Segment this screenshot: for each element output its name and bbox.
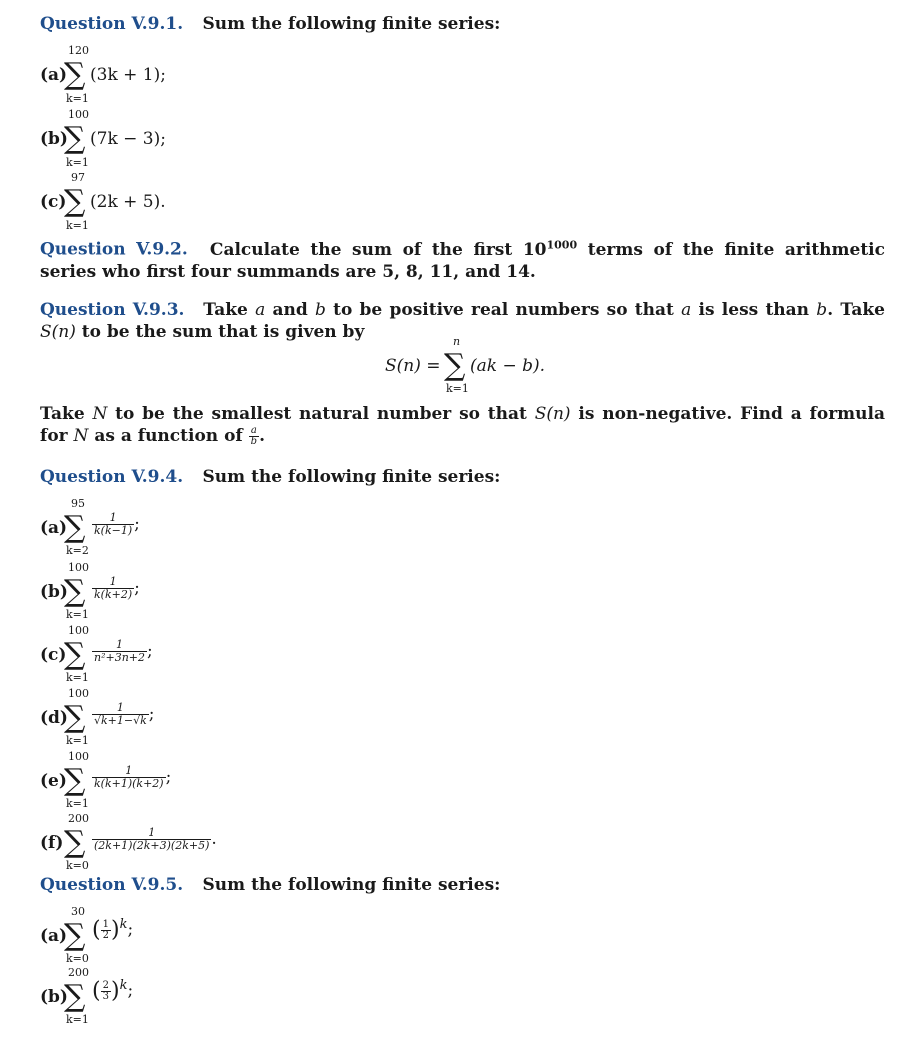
q4-b-sigma: ∑	[64, 574, 86, 609]
q5-b-label: (b)	[40, 987, 68, 1007]
q5-a-num: 1	[102, 918, 109, 930]
q4-d-punct: ;	[148, 704, 155, 724]
q4-a-punct: ;	[134, 514, 140, 534]
q4-f-fracwrap	[92, 827, 217, 852]
q4-f-punct: .	[211, 829, 217, 849]
q1-c-expr: (2k + 5).	[90, 192, 166, 212]
q4-b-fraction	[92, 576, 134, 601]
q3-t-c: to be positive real numbers so that	[325, 300, 682, 320]
q4-e-label: (e)	[40, 771, 67, 791]
q4-a-label: (a)	[40, 518, 68, 538]
q3-t-d: is less than	[691, 300, 817, 320]
q4-e-den: k(k+1)(k+2)	[94, 777, 164, 790]
q5-a-termwrap	[92, 917, 133, 943]
q5-a-fraction	[101, 920, 111, 941]
q5-b-lparen: (	[92, 978, 101, 1004]
q3-text-2	[40, 404, 885, 446]
q4-c-den: n²+3n+2	[94, 651, 146, 664]
q3-var-N: N	[92, 404, 108, 424]
q4-d-label: (d)	[40, 708, 68, 728]
q1-b-lower: k=1	[66, 156, 89, 169]
q4-intro: Sum the following finite series:	[202, 467, 501, 487]
q3-var-a2: a	[681, 300, 692, 320]
q3-t-a: Take	[203, 300, 256, 320]
q4-c-fracwrap	[92, 639, 153, 664]
q5-a-upper: 30	[71, 905, 85, 918]
q3-formula-upper: n	[453, 335, 461, 348]
q4-f-fraction	[92, 827, 211, 852]
q1-a-lower: k=1	[66, 92, 89, 105]
q3-t-b: and	[265, 300, 315, 320]
q5-a-power: k	[119, 917, 128, 932]
q1-c-label: (c)	[40, 192, 67, 212]
q1-b-upper: 100	[68, 108, 89, 121]
q1-a-upper: 120	[68, 44, 89, 57]
q4-b-fracwrap	[92, 576, 140, 601]
q4-f-lower: k=0	[66, 859, 89, 872]
q4-a-fracwrap	[92, 512, 140, 537]
q1-a-expr: (3k + 1);	[90, 65, 166, 85]
q1-b-label: (b)	[40, 129, 68, 149]
q3-frac-num: a	[249, 426, 259, 437]
q1-heading: Question V.9.1.	[40, 14, 184, 34]
q5-intro: Sum the following finite series:	[202, 875, 501, 895]
q4-f-sigma: ∑	[64, 825, 86, 860]
q3-formula-lhs: S(n) =	[385, 356, 441, 376]
q4-c-lower: k=1	[66, 671, 89, 684]
q5-heading: Question V.9.5.	[40, 875, 184, 895]
q4-a-upper: 95	[71, 497, 85, 510]
q3-t-i: is non-negative. Find a formula for	[40, 404, 885, 446]
q3-var-b: b	[314, 300, 326, 320]
q1-header	[40, 14, 500, 34]
q4-header	[40, 467, 500, 487]
q1-a-label: (a)	[40, 65, 68, 85]
q1-intro: Sum the following finite series:	[202, 14, 501, 34]
q5-b-punct: ;	[127, 980, 134, 1001]
q4-c-num: 1	[92, 639, 147, 652]
q5-a-sigma: ∑	[64, 918, 86, 953]
q3-var-a: a	[255, 300, 266, 320]
q4-d-lower: k=1	[66, 734, 89, 747]
q3-heading: Question V.9.3.	[40, 300, 185, 320]
q3-t-g: Take	[40, 404, 93, 424]
q4-f-num: 1	[92, 827, 211, 840]
q3-t-k: .	[259, 426, 265, 446]
q2-exponent: 1000	[546, 238, 578, 251]
q5-a-punct: ;	[127, 919, 134, 940]
q1-b-expr: (7k − 3);	[90, 129, 166, 149]
q3-var-b2: b	[816, 300, 828, 320]
q4-e-fraction	[92, 765, 166, 790]
q3-formula-body: (ak − b).	[470, 356, 546, 376]
q4-d-fraction	[92, 702, 149, 727]
q4-a-sigma: ∑	[64, 510, 86, 545]
q5-a-den: 2	[102, 929, 109, 941]
q1-c-lower: k=1	[66, 219, 89, 232]
q4-c-punct: ;	[147, 641, 153, 661]
q3-fraction	[249, 426, 259, 447]
q5-a-lparen: (	[92, 917, 101, 943]
q2-heading: Question V.9.2.	[40, 239, 188, 260]
q5-b-sigma: ∑	[64, 979, 86, 1014]
q3-formula-sigma: ∑	[444, 348, 466, 383]
q5-b-rparen: )	[110, 978, 120, 1004]
q3-frac-den: b	[250, 436, 258, 447]
q4-b-lower: k=1	[66, 608, 89, 621]
q1-c-sigma: ∑	[64, 184, 86, 219]
q5-b-power: k	[119, 978, 128, 993]
q3-t-j: as a function of	[88, 426, 249, 446]
q4-e-fracwrap	[92, 765, 171, 790]
q4-e-lower: k=1	[66, 797, 89, 810]
q5-b-upper: 200	[68, 966, 89, 979]
q5-b-fraction	[101, 981, 111, 1002]
q2-text-a: Calculate the sum of the first 10	[209, 239, 547, 260]
q5-a-rparen: )	[110, 917, 120, 943]
q4-e-upper: 100	[68, 750, 89, 763]
q4-b-label: (b)	[40, 582, 68, 602]
q1-b-sigma: ∑	[64, 121, 86, 156]
q1-c-upper: 97	[71, 171, 85, 184]
q4-e-sigma: ∑	[64, 763, 86, 798]
q4-f-den: (2k+1)(2k+3)(2k+5)	[94, 839, 210, 852]
q4-a-num: 1	[92, 512, 134, 525]
q3-paragraph-2	[40, 403, 885, 447]
q3-t-f: to be the sum that is given by	[75, 322, 365, 342]
q3-t-e: . Take	[827, 300, 885, 320]
q2-paragraph	[40, 234, 885, 283]
q4-b-punct: ;	[134, 578, 140, 598]
q5-b-den: 3	[102, 990, 109, 1002]
q3-t-h: to be the smallest natural number so that	[107, 404, 535, 424]
q4-b-den: k(k+2)	[94, 588, 133, 601]
q5-a-lower: k=0	[66, 952, 89, 965]
q4-e-punct: ;	[165, 767, 172, 787]
q4-e-num: 1	[92, 765, 166, 778]
q4-d-sigma: ∑	[64, 700, 86, 735]
q4-heading: Question V.9.4.	[40, 467, 184, 487]
q5-b-termwrap	[92, 978, 133, 1004]
q4-a-lower: k=2	[66, 544, 89, 557]
q4-a-fraction	[92, 512, 134, 537]
q4-f-upper: 200	[68, 812, 89, 825]
q4-c-sigma: ∑	[64, 637, 86, 672]
q4-b-upper: 100	[68, 561, 89, 574]
q3-var-N2: N	[73, 426, 89, 446]
q4-f-label: (f)	[40, 833, 64, 853]
q4-b-num: 1	[92, 576, 134, 589]
q1-a-sigma: ∑	[64, 57, 86, 92]
q4-d-den: √k+1−√k	[94, 714, 147, 727]
q2-text-b: terms of the finite arithmetic series who first four summands are 5, 8, 11, and 14.	[40, 239, 885, 282]
q3-var-S2: S(n)	[534, 404, 571, 424]
q4-c-label: (c)	[40, 645, 67, 665]
q4-d-upper: 100	[68, 687, 89, 700]
q5-a-label: (a)	[40, 926, 68, 946]
q3-var-S: S(n)	[40, 322, 76, 342]
q4-d-fracwrap	[92, 702, 155, 727]
q4-a-den: k(k−1)	[94, 524, 133, 537]
q4-c-fraction	[92, 639, 147, 664]
q3-paragraph-1	[40, 299, 885, 343]
q4-d-num: 1	[92, 702, 149, 715]
q3-formula-lower: k=1	[446, 382, 469, 395]
q5-b-lower: k=1	[66, 1013, 89, 1026]
q5-b-num: 2	[102, 979, 109, 991]
q4-c-upper: 100	[68, 624, 89, 637]
q5-header	[40, 875, 500, 895]
